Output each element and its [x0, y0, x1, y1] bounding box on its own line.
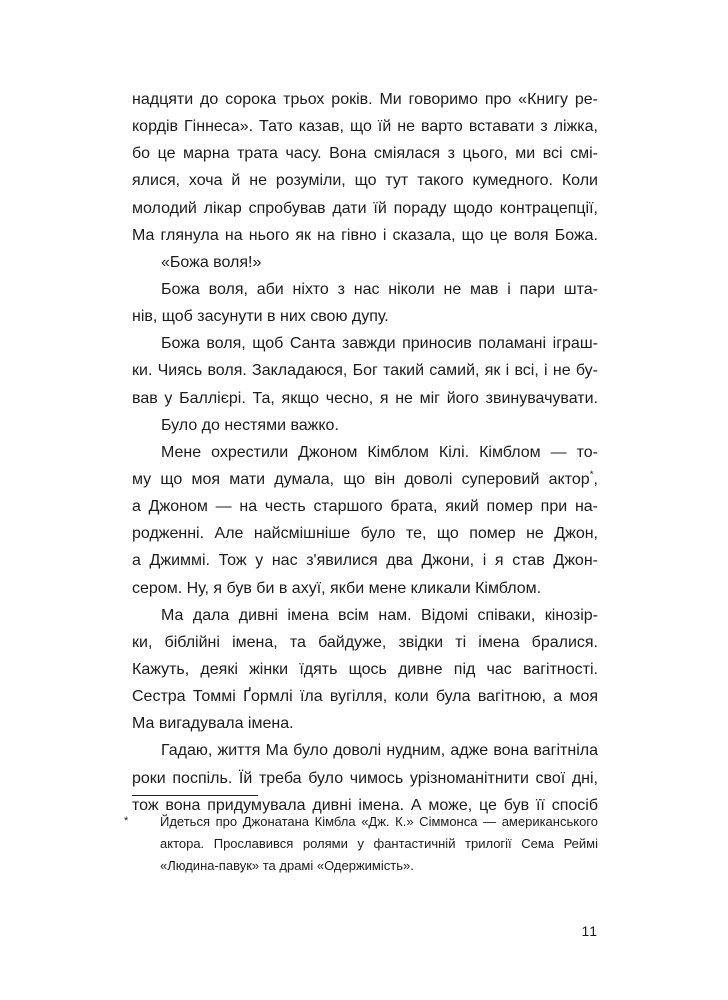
footnote-divider [132, 795, 258, 796]
text-line: а Джоном — на честь старшого брата, який помер при на- [132, 498, 598, 516]
text-line: Гадаю, життя Ма було доволі нудним, адже вона вагітніла [161, 742, 598, 760]
text-line: му що моя мати думала, що він доволі суперовий актор [132, 470, 590, 488]
text-line: молодий лікар спробував дати їй пораду щодо контрацепції, [132, 199, 598, 217]
text-line: вав у Баллієрі. Та, якщо чесно, я не міг його звинувачувати. [132, 389, 598, 407]
footnote-line: актора. Прославився ролями у фантастичній трилогії Сема Реймі [160, 836, 598, 851]
text-line: роки поспіль. Їй треба було чимось урізноманітнити свої дні, [132, 769, 598, 787]
text-line: Ма дала дивні імена всім нам. Відомі співаки, кінозір- [161, 606, 598, 624]
text-line: сером. Ну, я був би в ахуї, якби мене кликали Кімблом. [132, 579, 542, 597]
text-line: бо це марна трата часу. Вона сміялася з цього, ми всі смі- [132, 145, 598, 163]
text-line: Сестра Томмі Ґормлі їла вугілля, коли була вагітною, а моя [132, 688, 598, 706]
footnote-line: «Людина-павук» та драмі «Одержимість». [160, 858, 414, 873]
body-text [132, 86, 598, 819]
text-line: а Джиммі. Тож у нас з'явилися два Джони, і я став Джон- [132, 552, 598, 570]
text-line: Божа воля, аби ніхто з нас ніколи не мав і пари шта- [161, 280, 598, 298]
text-line-with-footnote-ref: му що моя мати думала, що він доволі суперовий актор*, [132, 469, 598, 488]
text-line: нів, щоб засунути в них свою дупу. [132, 308, 389, 326]
text-line: Було до нестями важко. [161, 416, 339, 434]
text-line: ки, біблійні імена, та байдуже, звідки ті імена бралися. [132, 633, 598, 651]
text-line: Ма вигадувала імена. [132, 715, 294, 733]
footnote-reference: * [589, 469, 594, 481]
text-line: Божа воля, щоб Санта завжди приносив поламані іграш- [161, 335, 598, 353]
text-line: тож вона придумувала дивні імена. А може, це був її спосіб [132, 796, 598, 814]
text-line: кордів Гіннеса». Тато казав, що їй не варто вставати з ліжка, [132, 118, 598, 136]
footnote-marker: * [124, 815, 129, 827]
text-line: Мене охрестили Джоном Кімблом Кілі. Кімблом — то- [161, 443, 598, 461]
text-line: «Божа воля!» [161, 253, 262, 271]
text-line: ки. Чиясь воля. Закладаюся, Бог такий самий, як і всі, і не бу- [132, 362, 598, 380]
text-line: родженні. Але найсмішніше було те, що помер не Джон, [132, 525, 598, 543]
page-number: 11 [581, 923, 598, 939]
text-line: ялися, хоча й не розуміли, що тут такого кумедного. Коли [132, 172, 598, 190]
footnote [160, 811, 598, 877]
footnote-line: Йдеться про Джонатана Кімбла «Дж. К.» Сіммонса — американського [160, 814, 598, 829]
text-line: надцяти до сорока трьох років. Ми говоримо про «Книгу ре- [132, 91, 598, 108]
text-line: Кажуть, деякі жінки їдять щось дивне під час вагітності. [132, 660, 598, 678]
text-line: Ма глянула на нього як на гівно і сказала, що це воля Божа. [132, 226, 598, 244]
